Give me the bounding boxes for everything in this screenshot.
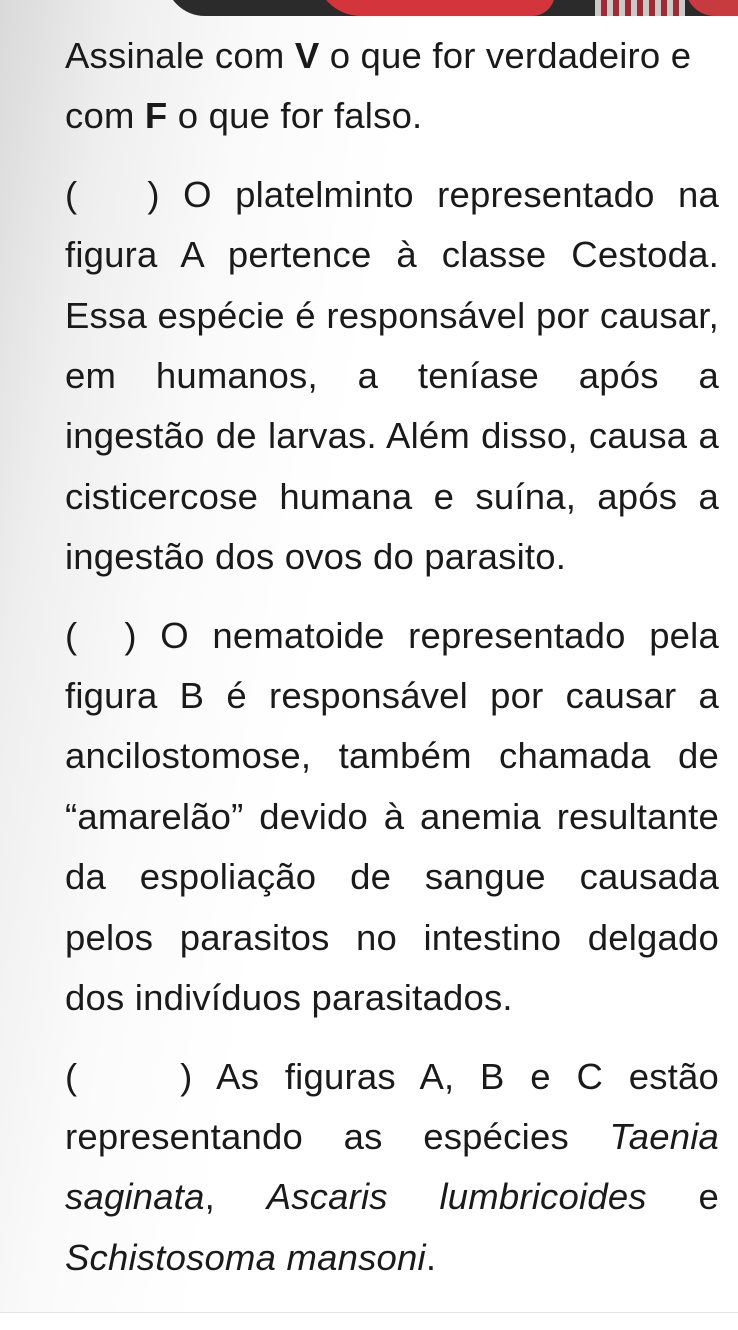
statement-3 [65,1047,719,1289]
photo-red-area [315,0,555,16]
instruction-text-2: o que for verdadeiro e com [65,35,692,137]
instruction-text-1: Assinale com [65,35,295,76]
statement-1-text: O platelminto representado na figura A pertence à classe Cestoda. Essa espécie é responsável por causar, em humanos, a teníase após a ingestão de larvas. Além disso, causa a cisticercose humana e suína, após a ingestão dos ovos do parasito. [65,173,719,578]
statement-1 [65,165,719,588]
instruction-text-3: o que for falso. [167,95,423,137]
statement-3-end: . [425,1236,437,1278]
photo-flag-area [595,0,685,16]
answer-blank-2: ( ) [65,614,137,656]
question-text [65,26,719,1288]
answer-blank-3: ( ) [65,1055,193,1097]
cropped-photo [165,0,738,16]
statement-3-text: As figuras A, B e C estão representando as espécies [65,1055,719,1157]
species-name-1: Taenia saginata [65,1115,719,1218]
separator-1: , [204,1176,267,1218]
answer-blank-1: ( ) [65,173,160,215]
instruction [65,26,719,147]
statement-2-text: O nematoide representado pela figura B é responsável por causar a ancilostomose, também chamada de “amarelão” devido à anemia resultante da espoliação de sangue causada pelos parasitos no intestino delgado dos indivíduos parasitados. [65,614,719,1019]
true-marker: V [294,35,320,76]
photo-red-area-right [685,0,738,16]
page-bottom-edge [0,1312,738,1330]
species-name-2: Ascaris lumbricoides [266,1176,647,1218]
species-name-3: Schistosoma mansoni [65,1236,426,1278]
statement-2 [65,606,719,1029]
false-marker: F [144,95,168,137]
separator-2: e [646,1176,719,1218]
